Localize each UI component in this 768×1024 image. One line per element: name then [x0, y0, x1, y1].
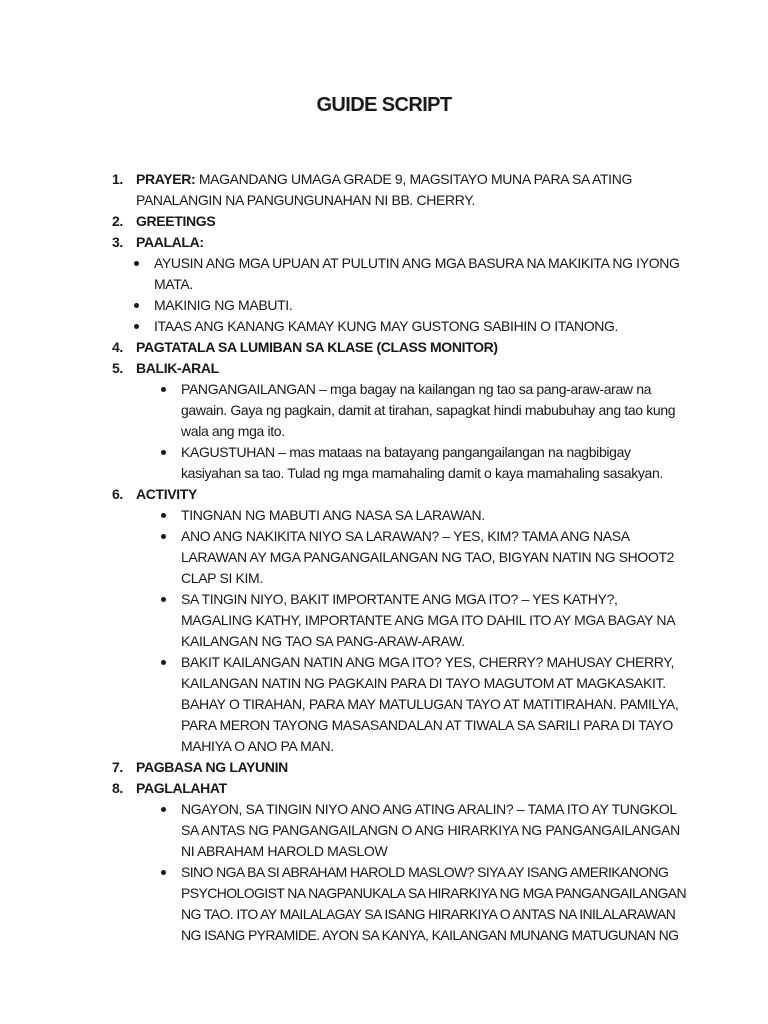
section-heading: PAGTATALA SA LUMIBAN SA KLASE (CLASS MONITOR) [136, 339, 498, 355]
list-item: ITAAS ANG KANANG KAMAY KUNG MAY GUSTONG SABIHIN O ITANONG. [154, 316, 687, 337]
section-number: 3. [112, 234, 123, 250]
section-heading: GREETINGS [136, 213, 216, 229]
section-paglalahat [112, 778, 687, 799]
section-heading: PAALALA: [136, 234, 204, 250]
list-item: NGAYON, SA TINGIN NIYO ANO ANG ATING ARALIN? – TAMA ITO AY TUNGKOL SA ANTAS NG PANGANGAILANGN O ANG HIRARKIYA NG PANGANGAILANGAN NI ABRAHAM HAROLD MASLOW [181, 799, 687, 862]
list-item: KAGUSTUHAN – mas mataas na batayang pangangailangan na nagbibigay kasiyahan sa tao. Tulad ng mga mamahaling damit o kaya mamahaling sasakyan. [181, 442, 687, 484]
list-item: MAKINIG NG MABUTI. [154, 295, 687, 316]
section-number: 2. [112, 213, 123, 229]
section-paalala [112, 232, 687, 253]
list-item: AYUSIN ANG MGA UPUAN AT PULUTIN ANG MGA BASURA NA MAKIKITA NG IYONG MATA. [154, 253, 687, 295]
section-greetings [112, 211, 687, 232]
script-content [112, 169, 687, 946]
list-item: BAKIT KAILANGAN NATIN ANG MGA ITO? YES, CHERRY? MAHUSAY CHERRY, KAILANGAN NATIN NG PAGKAIN PARA DI TAYO MAGUTOM AT MAGKASAKIT. BAHAY O TIRAHAN, PARA MAY MATULUGAN TAYO AT MATITIRAHAN. PAMILYA, PARA MERON TAYONG MASASANDALAN AT TIWALA SA SARILI PARA DI TAYO MAHIYA O ANO PA MAN. [181, 652, 687, 757]
document-title: GUIDE SCRIPT [316, 94, 452, 116]
section-pagbasa [112, 757, 687, 778]
section-balik-aral [112, 358, 687, 379]
paglalahat-list [181, 799, 687, 946]
section-heading: ACTIVITY [136, 486, 197, 502]
balik-aral-list [181, 379, 687, 484]
section-number: 1. [112, 171, 123, 187]
list-item: SINO NGA BA SI ABRAHAM HAROLD MASLOW? SIYA AY ISANG AMERIKANONG PSYCHOLOGIST NA NAGPANUKALA SA HIRARKIYA NG MGA PANGANGAILANGAN NG TAO. ITO AY MAILALAGAY SA ISANG HIRARKIYA O ANTAS NA INILALARAWAN NG ISANG PYRAMIDE. AYON SA KANYA, KAILANGAN MUNANG MATUGUNAN NG [181, 862, 687, 946]
section-number: 4. [112, 339, 123, 355]
activity-list [181, 505, 687, 757]
list-item: PANGANGAILANGAN – mga bagay na kailangan ng tao sa pang-araw-araw na gawain. Gaya ng pagkain, damit at tirahan, sapagkat hindi mabubuhay ang tao kung wala ang mga ito. [181, 379, 687, 442]
list-item: SA TINGIN NIYO, BAKIT IMPORTANTE ANG MGA ITO? – YES KATHY?, MAGALING KATHY, IMPORTANTE ANG MGA ITO DAHIL ITO AY MGA BAGAY NA KAILANGAN NG TAO SA PANG-ARAW-ARAW. [181, 589, 687, 652]
section-heading: BALIK-ARAL [136, 360, 219, 376]
section-number: 6. [112, 486, 123, 502]
section-number: 5. [112, 360, 123, 376]
section-activity [112, 484, 687, 505]
section-number: 7. [112, 759, 123, 775]
section-number: 8. [112, 780, 123, 796]
paalala-list [154, 253, 687, 337]
section-pagtatala [112, 337, 687, 358]
section-text: MAGANDANG UMAGA GRADE 9, MAGSITAYO MUNA PARA SA ATING PANALANGIN NA PANGUNGUNAHAN NI BB. CHERRY. [136, 171, 632, 208]
section-heading: PRAYER: [136, 171, 196, 187]
section-prayer [112, 169, 687, 211]
section-heading: PAGBASA NG LAYUNIN [136, 759, 288, 775]
list-item: TINGNAN NG MABUTI ANG NASA SA LARAWAN. [181, 505, 687, 526]
section-heading: PAGLALAHAT [136, 780, 227, 796]
list-item: ANO ANG NAKIKITA NIYO SA LARAWAN? – YES, KIM? TAMA ANG NASA LARAWAN AY MGA PANGANGAILANGAN NG TAO, BIGYAN NATIN NG SHOOT2 CLAP SI KIM. [181, 526, 687, 589]
